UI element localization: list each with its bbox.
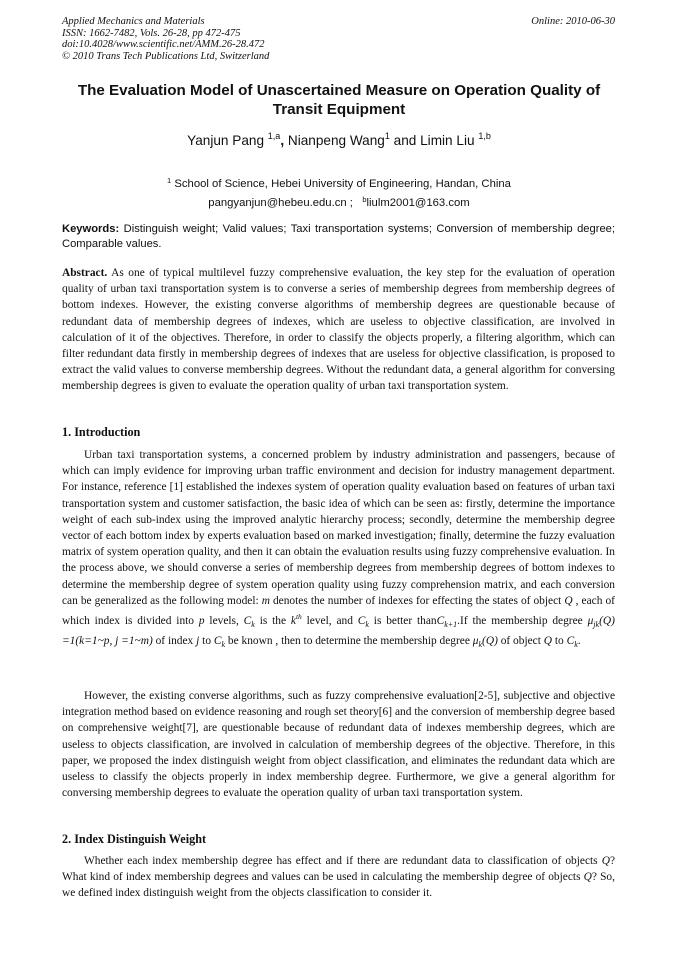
intro-th: th xyxy=(295,612,302,622)
paper-title xyxy=(62,81,616,119)
intro-var-m: m xyxy=(261,594,270,607)
sec2-text-1: Whether each index membership degree has effect and if there are redundant data to classification of objects xyxy=(84,855,598,867)
abstract-text: As one of typical multilevel fuzzy comprehensive evaluation, the key step for the evaluation of operation quality of urban taxi transportation system is to converse a series of membership degrees from membership degrees of bottom indexes. However, the existing converse algorithms of membership degrees are questionable because of redundant data of membership degrees of indexes, which are useless to objective classification, are involved in calculation of it of the objectives. Therefore, in order to classify the objects properly, a filtering algorithm, which can filter redundant data firstly in membership degrees of indexes that are useless for objective classification, is proposed to extract the valid values to converse membership degrees. Without the redundant data, a general algorithm for conversing membership degrees is given to evaluate the operation quality of urban taxi transportation system. xyxy=(62,267,615,393)
abstract-label: Abstract. xyxy=(62,267,108,279)
author-2: Nianpeng Wang xyxy=(287,133,385,148)
issn-line: ISSN: 1662-7482, Vols. 26-28, pp 472-475 xyxy=(62,27,241,39)
copyright-line: © 2010 Trans Tech Publications Ltd, Switzerland xyxy=(62,50,270,62)
intro-text-1m: to xyxy=(554,635,564,648)
intro-var-p: p xyxy=(198,615,205,628)
intro-var-q2: Q xyxy=(543,635,552,648)
sec2-var-q2: Q xyxy=(583,871,592,884)
intro-paragraph-2: However, the existing converse algorithms, such as fuzzy comprehensive evaluation[2-5], subjective and objective integration method based on evidence reasoning and rough set theory[6] and the conversion of membership degree based on comprehensive weight[7], are questionable because of redundant data of indexes membership degrees, which are useless to objects classification, are involved in calculation of membership degrees of the objective. Therefore, in this paper, we proposed the index distinguish weight from object classification, and eliminates the redundant data which are useless to classify the objects properly in index membership degree. Furthermore, we give a general algorithm for conversing membership degrees to evaluate the operation quality of urban taxi transportation system. xyxy=(62,690,615,800)
journal-name: Applied Mechanics and Materials xyxy=(62,16,205,27)
intro-var-c2: C xyxy=(357,615,366,628)
intro-var-c: C xyxy=(243,615,252,628)
intro-mu-2: μ xyxy=(472,635,479,648)
intro-var-k: k xyxy=(251,620,255,630)
email-2: liulm2001@163.com xyxy=(366,197,470,209)
intro-text-1: Urban taxi transportation systems, a concerned problem by industry administration and passengers, because of which can imply evidence for improving urban traffic environment and decision for industry management department. For instance, reference [1] established the indexes system of operation quality evaluation based on features of urban taxi transportation system and customer satisfaction, the basic idea of which can be seen as: firstly, determine the importance weight of each sub-index using the improved analytic hierarchy process; secondly, determine the membership degree vector of each bottom index by experts evaluation based on marked investigation; finally, determine the fuzzy evaluation matrix of system operation quality, and then it can obtain the evaluation results using fuzzy comprehensive evaluation. In the process above, we should converse a series of membership degrees from membership degrees of bottom indexes to determine the membership degree of system operation quality using fuzzy comprehension matrix, and each conversion can be generalized as the following model: xyxy=(62,449,615,607)
intro-text-1d: levels, xyxy=(209,615,239,628)
online-date: Online: 2010-06-30 xyxy=(531,16,615,27)
keywords-label: Keywords: xyxy=(62,223,120,235)
intro-mu-sub: jk xyxy=(593,620,600,630)
intro-text-1k: be known , then to determine the membership degree xyxy=(227,635,470,648)
sec2-text-1c: ? So, we defined index distinguish weight from the objects classification to consider it. xyxy=(62,871,615,900)
intro-var-k6: k xyxy=(574,640,578,650)
keywords-text: Distinguish weight; Valid values; Taxi transportation systems; Conversion of membership degree; Comparable values. xyxy=(62,223,616,250)
affiliation-text: School of Science, Hebei University of Engineering, Handan, China xyxy=(174,178,511,190)
doi-line: doi:10.4028/www.scientific.net/AMM.26-28.472 xyxy=(62,39,265,51)
intro-muq: (Q) xyxy=(482,635,498,648)
intro-var-k1: k+1 xyxy=(444,620,458,630)
section-2-heading: 2. Index Distinguish Weight xyxy=(62,832,207,846)
intro-text-1e: is the xyxy=(259,615,287,628)
intro-text-1l: of object xyxy=(500,635,541,648)
intro-formula: (Q) =1(k=1~p, j =1~m) xyxy=(62,615,615,648)
intro-var-c5: C xyxy=(566,635,575,648)
keywords xyxy=(62,222,615,252)
section-1-heading: 1. Introduction xyxy=(62,425,141,439)
affiliation-sup: 1 xyxy=(167,176,172,185)
intro-mu: μ xyxy=(587,615,594,628)
intro-var-j: j xyxy=(196,635,200,648)
intro-text-1i: of index xyxy=(155,635,194,648)
author-2-sup: 1 xyxy=(384,131,390,141)
email-2-sup: b xyxy=(362,195,367,204)
title-line-2: Transit Equipment xyxy=(272,101,406,118)
intro-text-1h: .If the membership degree xyxy=(457,615,583,628)
abstract xyxy=(62,265,615,395)
author-3: Limin Liu xyxy=(420,133,475,148)
intro-var-q: Q xyxy=(564,594,573,607)
sec2-text-1b: ? What kind of index membership degrees and values can be used in calculating the membership degree of objects xyxy=(62,855,615,884)
intro-text-1g: is better than xyxy=(373,615,437,628)
intro-text-1j: to xyxy=(202,635,212,648)
author-list: Yanjun Pang $^{1,a}$, Nianpeng Wang$^1$ and Limin Liu $^{1,b}$ xyxy=(187,131,491,148)
intro-var-k4: k xyxy=(221,640,226,650)
author-3-sup: 1,b xyxy=(478,131,491,141)
intro-text-1f: level, and xyxy=(306,615,353,628)
intro-text-1c: , each of which index is divided into xyxy=(62,594,615,628)
intro-var-k3: k xyxy=(365,620,369,630)
author-1: Yanjun Pang xyxy=(187,133,265,148)
intro-var-k5: k xyxy=(478,640,483,650)
intro-var-c3: C xyxy=(436,615,445,628)
sec2-var-q: Q xyxy=(601,855,610,867)
affiliation xyxy=(62,173,616,211)
section-2-paragraph-1 xyxy=(62,853,615,902)
intro-text-1b: denotes the number of indexes for effecting the states of object xyxy=(272,594,562,607)
intro-var-k2: k xyxy=(290,615,296,628)
title-line-1: The Evaluation Model of Unascertained Measure on Operation Quality of xyxy=(77,82,601,99)
author-and: and xyxy=(393,133,417,148)
journal-header xyxy=(62,16,269,62)
intro-paragraph-1: Urban taxi transportation systems, a concerned problem by industry administration and passengers, because of which can imply evidence for improving urban traffic environment and decision for industry management department. For instance, reference [1] established the indexes system of operation quality evaluation based on features of urban taxi transportation system and customer satisfaction, the basic idea of which can be seen as: firstly, determine the importance weight of each sub-index using the improved analytic hierarchy process; secondly, determine the membership degree vector of each bottom index by experts evaluation based on marked investigation; finally, determine the fuzzy evaluation matrix of system operation quality, and then it can obtain the evaluation results using fuzzy comprehensive evaluation. In the process above, we should converse a series of membership degrees from membership degrees of bottom indexes to determine the membership degree of system operation quality using fuzzy comprehension matrix, and each conversion can be generalized as the following model: m denotes the number of indexes for effecting the states of object Q , each of which index is divided into p levels, $C_k$ is the $k^{th}$ level, and $C_k$ is better thanC$_{k+1}$.If the membership degree $\mu_{jk}(Q)$ =1(k=1~p, j =1~m) of index j to $C_k$ be known , then to determine the membership degree $\mu_k(Q)$ of object Q to $C_k$. xyxy=(62,449,615,650)
author-1-sup: 1,a xyxy=(267,131,281,141)
intro-var-c4: C xyxy=(213,635,222,648)
email-1: pangyanjun@hebeu.edu.cn ; xyxy=(208,197,353,209)
